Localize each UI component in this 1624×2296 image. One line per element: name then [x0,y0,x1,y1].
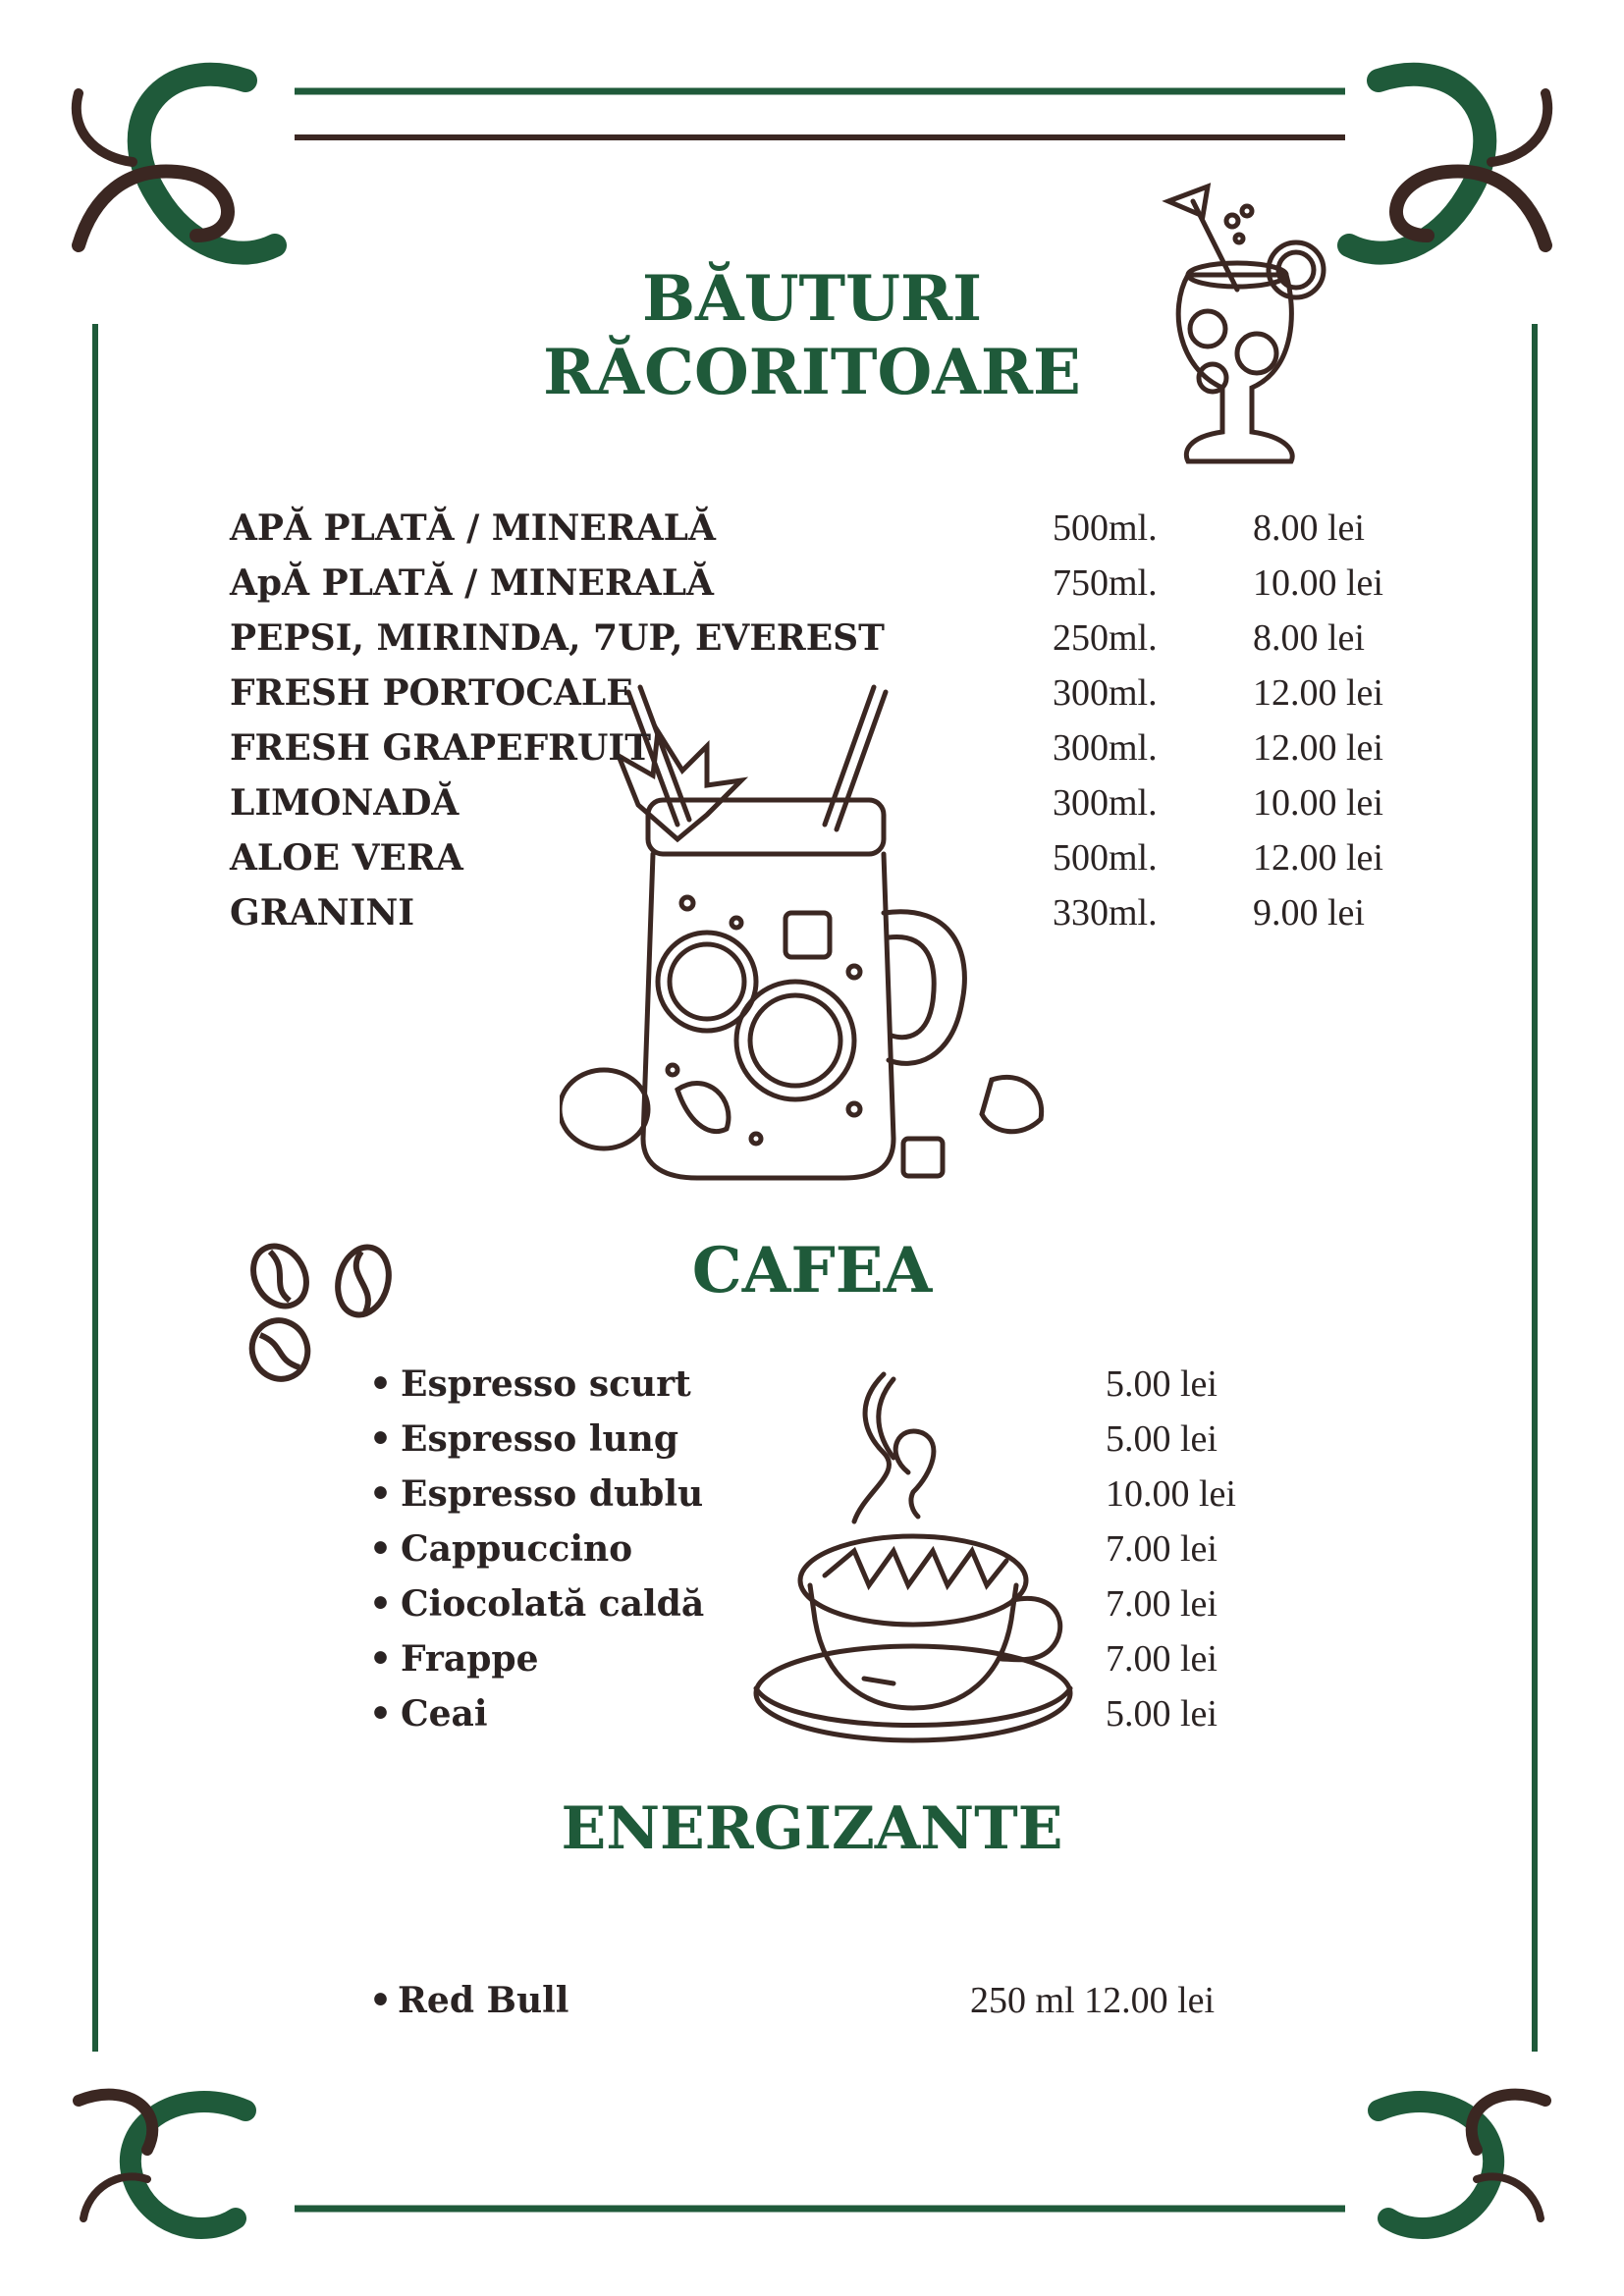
coffee-row [0,1412,1624,1467]
drink-name: APĂ PLATĂ / MINERALĂ [230,507,716,549]
drink-price: 12.00 lei [1253,672,1383,714]
coffee-row [0,1522,1624,1576]
bullet: • [369,1473,393,1515]
coffee-name: Ceai [401,1693,488,1735]
coffee-name: Cappuccino [401,1528,633,1570]
coffee-price: 7.00 lei [1106,1528,1218,1570]
drink-row [0,611,1624,666]
coffee-name: Espresso lung [401,1418,679,1460]
corner-ornament-bottom-left [79,2095,245,2228]
bullet: • [369,1638,393,1680]
drink-volume: 300ml. [1053,672,1158,714]
coffee-price: 5.00 lei [1106,1363,1218,1405]
coffee-row [0,1467,1624,1522]
drink-volume: 500ml. [1053,837,1158,879]
coffee-row [0,1357,1624,1412]
drink-price: 10.00 lei [1253,782,1383,824]
drink-row [0,775,1624,830]
coffee-name: Espresso dublu [401,1473,704,1515]
drink-volume: 300ml. [1053,727,1158,769]
drink-price: 9.00 lei [1253,892,1365,934]
drink-name: FRESH GRAPEFRUIT [230,727,652,769]
drink-name: FRESH PORTOCALE [230,672,633,714]
soft-drinks-title-line1: BĂUTURI [641,262,983,336]
drink-volume: 750ml. [1053,562,1158,604]
drink-name: GRANINI [230,892,415,934]
soft-drinks-title-line2: RĂCORITOARE [543,336,1081,409]
coffee-price: 5.00 lei [1106,1418,1218,1460]
drink-name: LIMONADĂ [230,782,460,824]
bullet: • [369,1528,393,1570]
drink-name: ALOE VERA [230,837,463,879]
drink-volume: 500ml. [1053,507,1158,549]
drink-price: 12.00 lei [1253,727,1383,769]
energy-name: Red Bull [398,1980,569,2021]
drink-row [0,501,1624,556]
drink-price: 12.00 lei [1253,837,1383,879]
bullet: • [369,1363,393,1405]
coffee-price: 5.00 lei [1106,1693,1218,1735]
corner-ornament-top-right [1349,75,1547,253]
coffee-row [0,1686,1624,1741]
energy-row [0,1973,1624,2028]
corner-ornament-bottom-right [1379,2095,1545,2228]
drink-volume: 250ml. [1053,617,1158,659]
coffee-name: Frappe [401,1638,539,1680]
drink-row [0,830,1624,885]
coffee-row [0,1576,1624,1631]
drink-volume: 330ml. [1053,892,1158,934]
drink-name: PEPSI, MIRINDA, 7UP, EVEREST [230,617,885,659]
energy-title: ENERGIZANTE [561,1794,1063,1863]
drink-price: 10.00 lei [1253,562,1383,604]
bullet: • [369,1693,393,1735]
drink-price: 8.00 lei [1253,507,1365,549]
coffee-title: CAFEA [691,1234,933,1308]
bullet: • [369,1583,393,1625]
drink-row [0,885,1624,940]
drink-price: 8.00 lei [1253,617,1365,659]
coffee-row [0,1631,1624,1686]
bullet: • [369,1418,393,1460]
corner-ornament-top-left [77,75,275,253]
drink-row [0,721,1624,775]
drink-name: ApĂ PLATĂ / MINERALĂ [230,562,714,604]
coffee-price: 7.00 lei [1106,1638,1218,1680]
coffee-name: Ciocolată caldă [401,1583,705,1625]
drink-row [0,666,1624,721]
energy-detail: 250 ml 12.00 lei [970,1980,1216,2021]
bullet: • [369,1980,393,2021]
drink-row [0,556,1624,611]
coffee-price: 7.00 lei [1106,1583,1218,1625]
coffee-price: 10.00 lei [1106,1473,1236,1515]
drink-volume: 300ml. [1053,782,1158,824]
coffee-name: Espresso scurt [401,1363,691,1405]
